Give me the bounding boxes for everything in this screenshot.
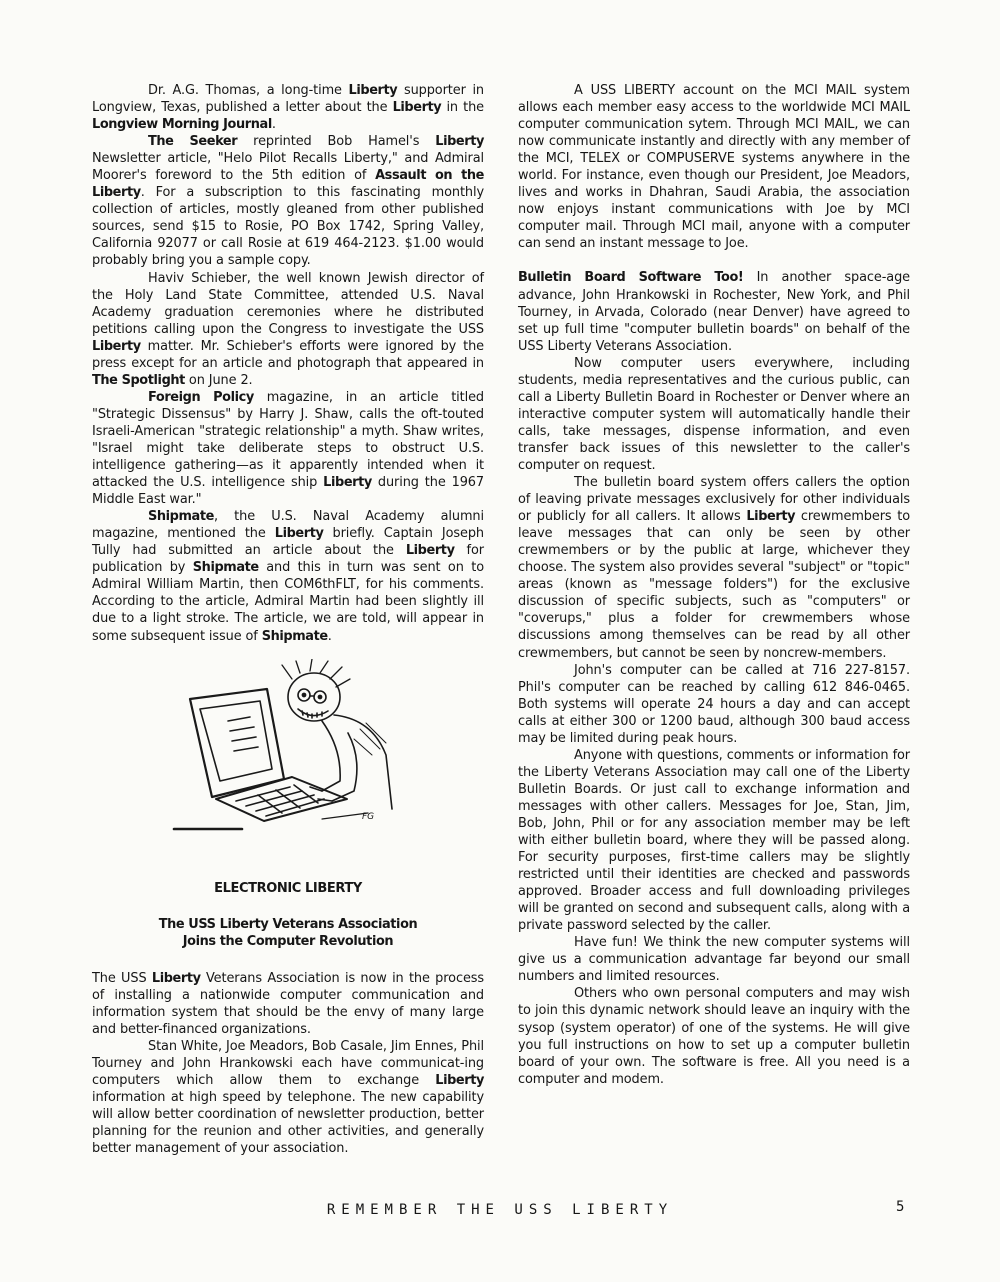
paragraph-seeker: The Seeker reprinted Bob Hamel's Liberty Newsletter article, "Helo Pilot Recalls Liberty," and Admiral Moorer's foreword to the 5th edition of Assault on the Liberty. For a subscription to this fascinating monthly collection of articles, mostly gleaned from other published sources, send $15 to Rosie, PO Box 1742, Spring Valley, California 92077 or call Rosie at 619 464-2123. $1.00 would probably bring you a sample copy.: [92, 134, 484, 269]
paragraph-users: Now computer users everywhere, including students, media representatives and the curious public, can call a Liberty Bulletin Board in Rochester or Denver where an interactive computer system will automatically handle their calls, take messages, dispense information, and even transfer back issues of this newsletter to the caller's computer on request.: [518, 355, 910, 473]
paragraph-options: The bulletin board system offers callers the option of leaving private messages exclusively for other individuals or publicly for all callers. It allows Liberty crewmembers to leave messages that can only be seen by other crewmembers or by the public at large, whichever they choose. The system also provides several "subject" or "topic" areas (known as "message folders") for the exclusive discussion of specific subjects, such as "computers" or "coverups," plus a folder for crewmembers whose discussions among themselves can be read by all other crewmembers, but cannot be seen by noncrew-members.: [518, 475, 911, 661]
paragraph-thomas: Dr. A.G. Thomas, a long-time Liberty supporter in Longview, Texas, published a letter about the Liberty in the Longview Morning Journal.: [92, 83, 484, 133]
paragraph-shipmate: Shipmate, the U.S. Naval Academy alumni magazine, mentioned the Liberty briefly. Captain Joseph Tully had submitted an article about the Liberty for publication by Shipmate and this in turn was sent on to Admiral William Martin, then COM6thFLT, for his comments. According to the article, Admiral Martin had been slightly ill due to a light stroke. The article, we are told, will appear in some subsequent issue of Shipmate.: [92, 509, 484, 644]
right-column: [518, 82, 910, 1088]
page-number: 5: [896, 1199, 905, 1215]
paragraph-phone-numbers: John's computer can be called at 716 227-8157. Phil's computer can be reached by calling 612 846-0465. Both systems will operate 24 hours a day and can accept calls at either 300 or 1200 baud, although 300 baud access may be limited during peak hours.: [518, 662, 910, 746]
article-subtitle: The USS Liberty Veterans Association Joins the Computer Revolution: [158, 916, 418, 949]
left-column: [92, 82, 484, 1157]
article-title: ELECTRONIC LIBERTY: [214, 880, 362, 896]
cartoon-signature: FG: [362, 811, 375, 822]
computer-user-cartoon: [92, 659, 484, 859]
cartoon-illustration: [172, 659, 402, 834]
paragraph-installing: The USS Liberty Veterans Association is now in the process of installing a nationwide computer communication and information system that should be the envy of many large and better-financed organizations.: [92, 970, 485, 1037]
paragraph-gap: [518, 252, 910, 269]
paragraph-have-fun: Have fun! We think the new computer systems will give us a communication advantage far beyond our small numbers and limited resources.: [518, 935, 910, 985]
paragraph-foreign-policy: Foreign Policy magazine, in an article titled "Strategic Dissensus" by Harry J. Shaw, calls the oft-touted Israeli-American "strategic relationship" a myth. Shaw writes, "Israel might take deliberate steps to obstruct U.S. intelligence gathering—as it apparently intended when it attacked the U.S. intelligence ship Liberty during the 1967 Middle East war.": [92, 389, 484, 508]
paragraph-questions: Anyone with questions, comments or information for the Liberty Veterans Association may call one of the Liberty Bulletin Boards. Or just call to exchange information and messages with other callers. Messages for Joe, Stan, Jim, Bob, John, Phil or for any association member may be left with either bulletin board, where they will be passed along. For security purposes, first-time callers may be slightly restricted until their identities are checked and passwords approved. Broader access and full downloading privileges will be granted on second and subsequent calls, along with a private password selected by the caller.: [518, 747, 910, 934]
paragraph-join: Others who own personal computers and may wish to join this dynamic network should leave an inquiry with the sysop (system operator) of one of the systems. He will give you full instructions on how to set up a computer bulletin board of your own. The software is free. All you need is a computer and modem.: [518, 986, 910, 1087]
paragraph-schieber: Haviv Schieber, the well known Jewish director of the Holy Land State Committee, attended U.S. Naval Academy graduation ceremonies where he distributed petitions calling upon the Congress to investigate the USS Liberty matter. Mr. Schieber's efforts were ignored by the press except for an article and photograph that appeared in The Spotlight on June 2.: [92, 270, 484, 388]
paragraph-mci-mail: A USS LIBERTY account on the MCI MAIL system allows each member easy access to the worldwide MCI MAIL computer communication sytem. Through MCI MAIL, we can now communicate instantly and directly with any member of the MCI, TELEX or COMPUSERVE systems anywhere in the world. For instance, even though our President, Joe Meadors, lives and works in Dhahran, Saudi Arabia, the association now enjoys instant communications with Joe by MCI computer mail. Through MCI mail, anyone with a computer can send an instant message to Joe.: [518, 83, 910, 252]
paragraph-members: Stan White, Joe Meadors, Bob Casale, Jim Ennes, Phil Tourney and John Hrankowski each have communicat-ing computers which allow them to exchange Liberty information at high speed by telephone. The new capability will allow better coordination of newsletter production, better planning for the reunion and other activities, and generally better management of your association.: [92, 1038, 484, 1157]
paragraph-bulletin-board: Bulletin Board Software Too! In another space-age advance, John Hrankowski in Rochester, New York, and Phil Tourney, in Arvada, Colorado (near Denver) have agreed to set up full time "computer bulletin boards" on behalf of the USS Liberty Veterans Association.: [518, 270, 911, 354]
footer-banner: REMEMBER THE USS LIBERTY: [326, 1202, 674, 1218]
